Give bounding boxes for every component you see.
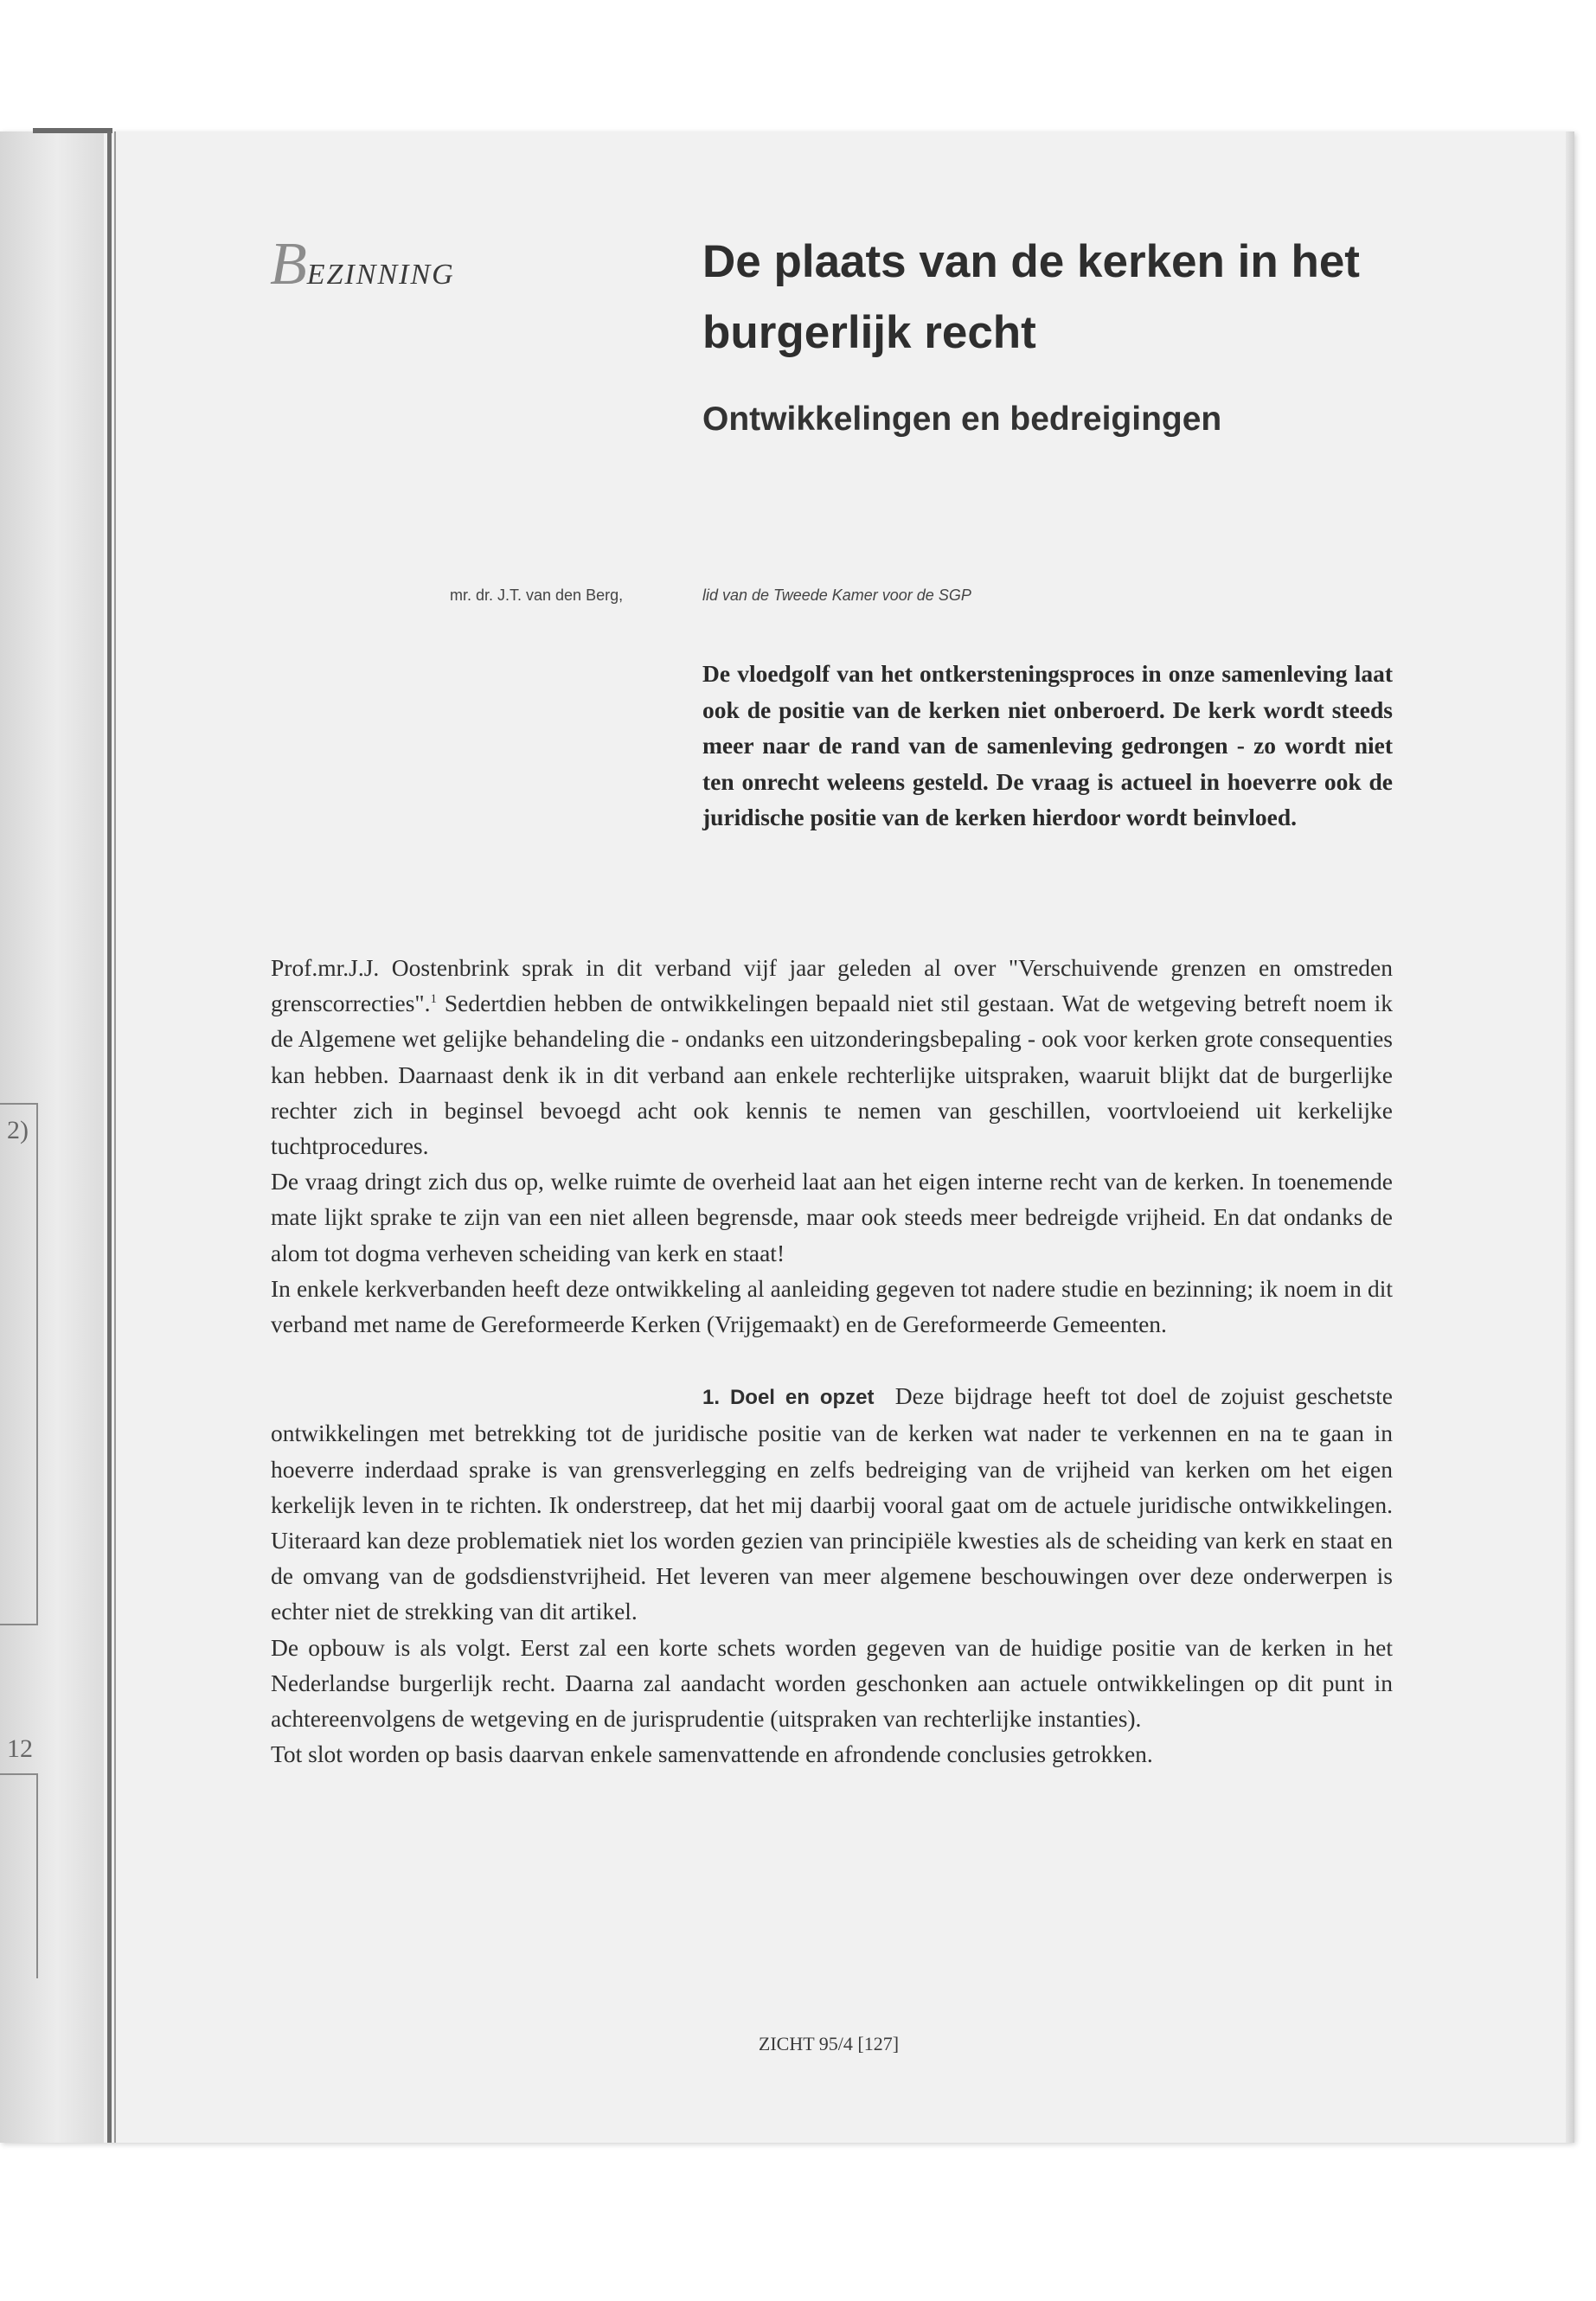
article-title: De plaats van de kerken in het burgerlijk recht	[702, 236, 1360, 358]
section-label-initial: B	[270, 231, 307, 298]
spine-fold-line-secondary	[114, 131, 116, 2143]
margin-mark: 12	[7, 1734, 33, 1763]
body-paragraph	[271, 1378, 1393, 1629]
footer-text: ZICHT 95/4 [127]	[758, 2033, 900, 2054]
spine-top-edge	[33, 128, 112, 133]
underlying-page-frame-lower	[0, 1773, 38, 1978]
article-subtitle: Ontwikkelingen en bedreigingen	[702, 401, 1222, 438]
body-paragraph: In enkele kerkverbanden heeft deze ontwikkeling al aanleiding gegeven tot nadere studie en bezinning; ik noem in dit verband met name de Gereformeerde Kerken (Vrijgemaakt) en de Gereformeerde Gemeenten.	[271, 1274, 1393, 1338]
paragraph-text: Prof.mr.J.J. Oostenbrink sprak in dit verband vijf jaar geleden al over "Verschuivende grenzen en omstreden grenscorrecties".	[271, 954, 1393, 1017]
footnote-marker: 1	[430, 992, 438, 1007]
section-heading: 1. Doel en opzet	[702, 1386, 875, 1410]
section-label	[270, 230, 455, 299]
page-right-edge	[1566, 131, 1574, 2143]
section-label-rest: EZINNING	[306, 259, 455, 291]
paragraph-text: Deze bijdrage heeft tot doel de zojuist geschetste ontwikkelingen met betrekking tot de juridische positie van de kerken wat nader te verkennen en na te gaan in hoeverre inderdaad sprake is van grensverlegging en zelfs bedreiging van de vrijheid van kerken om het eigen kerkelijk leven in te richten. Ik onderstreep, dat het mij daarbij vooral gaat om de actuele juridische ontwikkelingen. Uiteraard kan deze problematiek niet los worden gezien van principiële kwesties als de scheiding van kerk en staat en de omvang van de godsdienstvrijheid. Het leveren van meer algemene beschouwingen over deze onderwerpen is echter niet de strekking van dit artikel.	[271, 1382, 1393, 1625]
page-footer	[0, 2033, 1596, 2055]
article-lead: De vloedgolf van het ontkersteningsproces in onze samenleving laat ook de positie van de kerken niet onberoerd. De kerk wordt steeds meer naar de rand van de samenleving gedrongen - zo wordt niet ten onrecht weleens gesteld. De vraag is actueel in hoeverre ook de juridische positie van de kerken hierdoor wordt beinvloed.	[702, 660, 1393, 830]
body-paragraph	[271, 950, 1393, 1163]
author-role: lid van de Tweede Kamer voor de SGP	[702, 586, 971, 604]
author-name: mr. dr. J.T. van den Berg,	[450, 586, 624, 604]
margin-mark: 2)	[7, 1116, 29, 1144]
spine-fold-line	[107, 131, 112, 2143]
body-paragraph: Tot slot worden op basis daarvan enkele samenvattende en afrondende conclusies getrokken.	[271, 1740, 1153, 1768]
article-body	[271, 950, 1393, 1772]
body-paragraph: De vraag dringt zich dus op, welke ruimte de overheid laat aan het eigen interne recht van de kerken. In toenemende mate lijkt sprake te zijn van een niet alleen begrensde, maar ook steeds meer bedreigde vrijheid. En dat ondanks de alom tot dogma verheven scheiding van kerk en staat!	[271, 1168, 1393, 1266]
body-paragraph: De opbouw is als volgt. Eerst zal een korte schets worden gegeven van de huidige positie van de kerken in het Nederlandse burgerlijk recht. Daarna zal aandacht worden geschonken aan actuele ontwikkelingen op dit punt in achtereenvolgens de wetgeving en de jurisprudentie (uitspraken van rechterlijke instanties).	[271, 1633, 1393, 1733]
paragraph-text: Sedertdien hebben de ontwikkelingen bepaald niet stil gestaan. Wat de wetgeving betreft noem ik de Algemene wet gelijke behandeling die - ondanks een uitzonderingsbepaling - ook voor kerken grote consequenties kan hebben. Daarnaast denk ik in dit verband aan enkele rechterlijke uitspraken, waaruit blijkt dat de burgerlijke rechter zich in beginsel bevoegd acht ook kennis te nemen van geschillen, voortvloeiend uit kerkelijke tuchtprocedures.	[271, 990, 1393, 1160]
underlying-page-frame	[0, 1103, 38, 1625]
